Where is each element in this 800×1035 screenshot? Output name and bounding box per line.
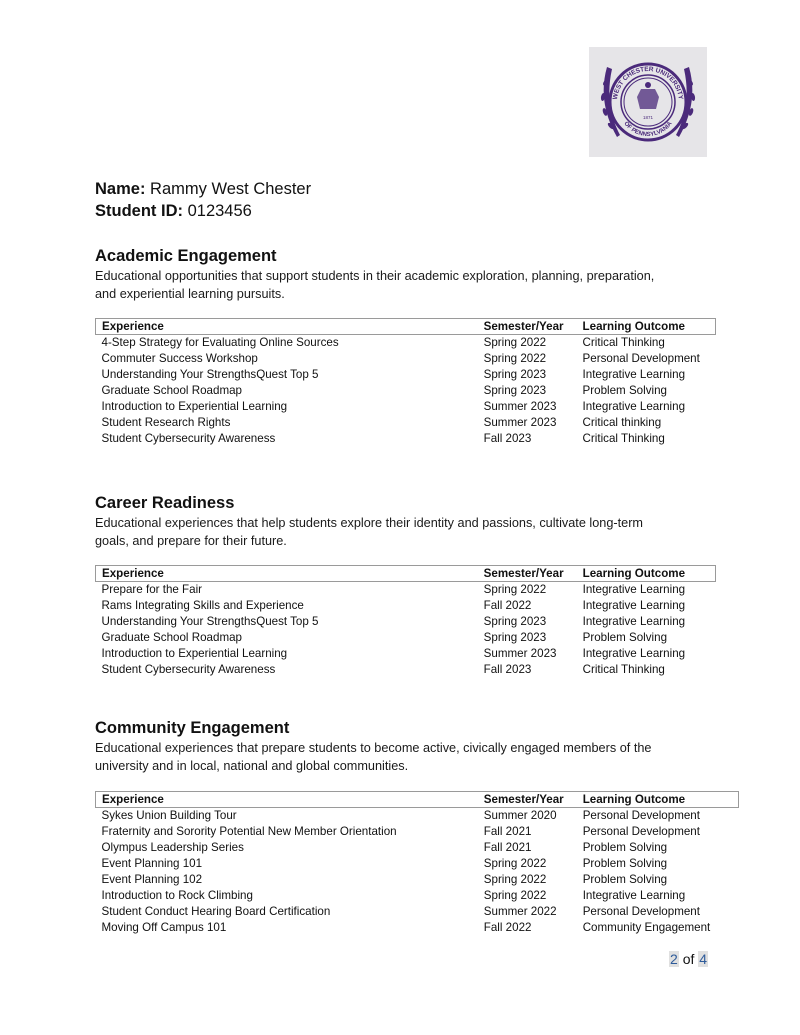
cell-semester-year: Spring 2022 xyxy=(483,336,547,349)
page-of-label: of xyxy=(682,951,695,967)
cell-learning-outcome: Personal Development xyxy=(582,809,700,822)
table-row xyxy=(96,630,716,646)
section-description-line: Educational experiences that help students explore their identity and passions, cultivate long-term xyxy=(95,516,643,530)
student-name-line xyxy=(95,178,311,200)
cell-learning-outcome: Problem Solving xyxy=(582,841,668,854)
section-description-line: university and in local, national and global communities. xyxy=(95,759,409,773)
header-experience: Experience xyxy=(96,566,478,582)
section-title: Academic Engagement xyxy=(95,247,277,265)
cell-learning-outcome: Critical Thinking xyxy=(582,432,665,445)
cell-experience: Student Research Rights xyxy=(101,416,231,429)
table-row xyxy=(96,888,739,904)
header-semester-year: Semester/Year xyxy=(478,792,577,808)
header-learning-outcome: Learning Outcome xyxy=(577,792,739,808)
total-pages: 4 xyxy=(699,951,708,967)
cell-semester-year: Fall 2021 xyxy=(483,841,532,854)
table-row xyxy=(96,335,716,352)
section-description-line: goals, and prepare for their future. xyxy=(95,534,287,548)
cell-learning-outcome: Integrative Learning xyxy=(582,599,686,612)
header-semester-year: Semester/Year xyxy=(478,566,577,582)
name-value: Rammy West Chester xyxy=(150,180,312,198)
table-header-row xyxy=(96,792,739,808)
section-community-engagement xyxy=(95,717,651,775)
student-id-value: 0123456 xyxy=(187,202,252,220)
table-row xyxy=(96,415,716,431)
table-row xyxy=(96,582,716,599)
table-header-row xyxy=(96,319,716,335)
cell-learning-outcome: Personal Development xyxy=(582,905,700,918)
header-semester-year: Semester/Year xyxy=(478,319,577,335)
cell-learning-outcome: Problem Solving xyxy=(582,631,668,644)
table-row xyxy=(96,431,716,447)
cell-learning-outcome: Personal Development xyxy=(582,352,700,365)
table-row xyxy=(96,808,739,825)
table-row xyxy=(96,872,739,888)
cell-learning-outcome: Integrative Learning xyxy=(582,368,686,381)
university-seal-logo xyxy=(589,47,707,157)
name-label: Name: xyxy=(95,180,146,198)
cell-semester-year: Summer 2022 xyxy=(483,905,557,918)
section-career-readiness xyxy=(95,492,643,550)
current-page: 2 xyxy=(670,951,678,967)
cell-learning-outcome: Integrative Learning xyxy=(582,889,686,902)
table-header-row xyxy=(96,566,716,582)
community-engagement-table xyxy=(95,791,739,936)
cell-semester-year: Fall 2022 xyxy=(483,921,532,934)
cell-experience: Student Conduct Hearing Board Certification xyxy=(101,905,331,918)
student-info xyxy=(95,178,311,222)
table-row xyxy=(96,904,739,920)
cell-experience: Event Planning 102 xyxy=(101,873,203,886)
cell-experience: Introduction to Experiential Learning xyxy=(101,647,288,660)
cell-learning-outcome: Problem Solving xyxy=(582,384,667,397)
section-description-line: Educational experiences that prepare students to become active, civically engaged members of the xyxy=(95,741,652,755)
cell-learning-outcome: Critical Thinking xyxy=(582,336,665,349)
cell-experience: Understanding Your StrengthsQuest Top 5 xyxy=(101,615,319,628)
table-row xyxy=(96,920,739,936)
cell-semester-year: Spring 2022 xyxy=(483,857,547,870)
cell-experience: Rams Integrating Skills and Experience xyxy=(101,599,304,612)
section-title: Community Engagement xyxy=(95,719,290,737)
cell-learning-outcome: Integrative Learning xyxy=(582,615,686,628)
table-row xyxy=(96,824,739,840)
cell-learning-outcome: Problem Solving xyxy=(582,857,668,870)
cell-experience: Introduction to Rock Climbing xyxy=(101,889,253,902)
section-title: Career Readiness xyxy=(95,494,235,512)
cell-experience: Sykes Union Building Tour xyxy=(101,809,237,822)
seal-icon xyxy=(589,47,707,157)
cell-experience: Prepare for the Fair xyxy=(101,583,203,596)
cell-learning-outcome: Integrative Learning xyxy=(582,583,686,596)
cell-semester-year: Fall 2022 xyxy=(483,599,532,612)
cell-semester-year: Spring 2022 xyxy=(483,352,547,365)
cell-semester-year: Fall 2023 xyxy=(483,663,532,676)
cell-learning-outcome: Critical thinking xyxy=(582,416,662,429)
cell-experience: Fraternity and Sorority Potential New Member Orientation xyxy=(101,825,397,838)
table-row xyxy=(96,383,716,399)
cell-semester-year: Spring 2022 xyxy=(483,873,547,886)
cell-experience: Understanding Your StrengthsQuest Top 5 xyxy=(101,368,319,381)
cell-experience: Graduate School Roadmap xyxy=(101,384,243,397)
cell-learning-outcome: Problem Solving xyxy=(582,873,668,886)
cell-semester-year: Summer 2023 xyxy=(483,647,557,660)
cell-semester-year: Summer 2023 xyxy=(483,416,557,429)
cell-experience: Commuter Success Workshop xyxy=(101,352,258,365)
table-row xyxy=(96,614,716,630)
cell-semester-year: Fall 2021 xyxy=(483,825,532,838)
cell-learning-outcome: Integrative Learning xyxy=(582,647,686,660)
header-experience: Experience xyxy=(96,792,478,808)
cell-experience: Introduction to Experiential Learning xyxy=(101,400,288,413)
cell-semester-year: Fall 2023 xyxy=(483,432,532,445)
academic-engagement-table xyxy=(95,318,716,447)
cell-experience: Student Cybersecurity Awareness xyxy=(101,432,276,445)
cell-experience: Event Planning 101 xyxy=(101,857,203,870)
header-learning-outcome: Learning Outcome xyxy=(577,566,716,582)
cell-experience: Moving Off Campus 101 xyxy=(101,921,227,934)
cell-semester-year: Spring 2022 xyxy=(483,583,547,596)
section-academic-engagement xyxy=(95,245,654,303)
cell-semester-year: Summer 2020 xyxy=(483,809,557,822)
table-row xyxy=(96,399,716,415)
seal-bottom-text: OF PENNSYLVANIA xyxy=(622,120,674,139)
cell-learning-outcome: Community Engagement xyxy=(582,921,711,934)
seal-top-text: WEST CHESTER UNIVERSITY xyxy=(612,65,684,101)
table-row xyxy=(96,351,716,367)
page-number xyxy=(669,951,708,967)
table-row xyxy=(96,662,716,678)
cell-semester-year: Spring 2023 xyxy=(483,384,547,397)
student-id-label: Student ID: xyxy=(95,202,183,220)
cell-experience: Olympus Leadership Series xyxy=(101,841,244,854)
cell-semester-year: Spring 2023 xyxy=(483,368,547,381)
cell-semester-year: Spring 2022 xyxy=(483,889,547,902)
cell-experience: Student Cybersecurity Awareness xyxy=(101,663,276,676)
header-experience: Experience xyxy=(96,319,478,335)
cell-semester-year: Spring 2023 xyxy=(483,631,547,644)
table-row xyxy=(96,367,716,383)
student-id-line xyxy=(95,200,311,222)
cell-learning-outcome: Critical Thinking xyxy=(582,663,665,676)
table-row xyxy=(96,856,739,872)
table-row xyxy=(96,598,716,614)
cell-learning-outcome: Personal Development xyxy=(582,825,700,838)
cell-semester-year: Summer 2023 xyxy=(483,400,557,413)
header-learning-outcome: Learning Outcome xyxy=(577,319,716,335)
cell-experience: 4-Step Strategy for Evaluating Online Sources xyxy=(101,336,339,349)
cell-semester-year: Spring 2023 xyxy=(483,615,547,628)
section-description-line: Educational opportunities that support students in their academic exploration, planning, preparation, xyxy=(95,269,655,283)
seal-year: 1871 xyxy=(642,115,654,120)
cell-learning-outcome: Integrative Learning xyxy=(582,400,686,413)
cell-experience: Graduate School Roadmap xyxy=(101,631,243,644)
career-readiness-table xyxy=(95,565,716,678)
table-row xyxy=(96,646,716,662)
table-row xyxy=(96,840,739,856)
section-description-line: and experiential learning pursuits. xyxy=(95,287,285,301)
